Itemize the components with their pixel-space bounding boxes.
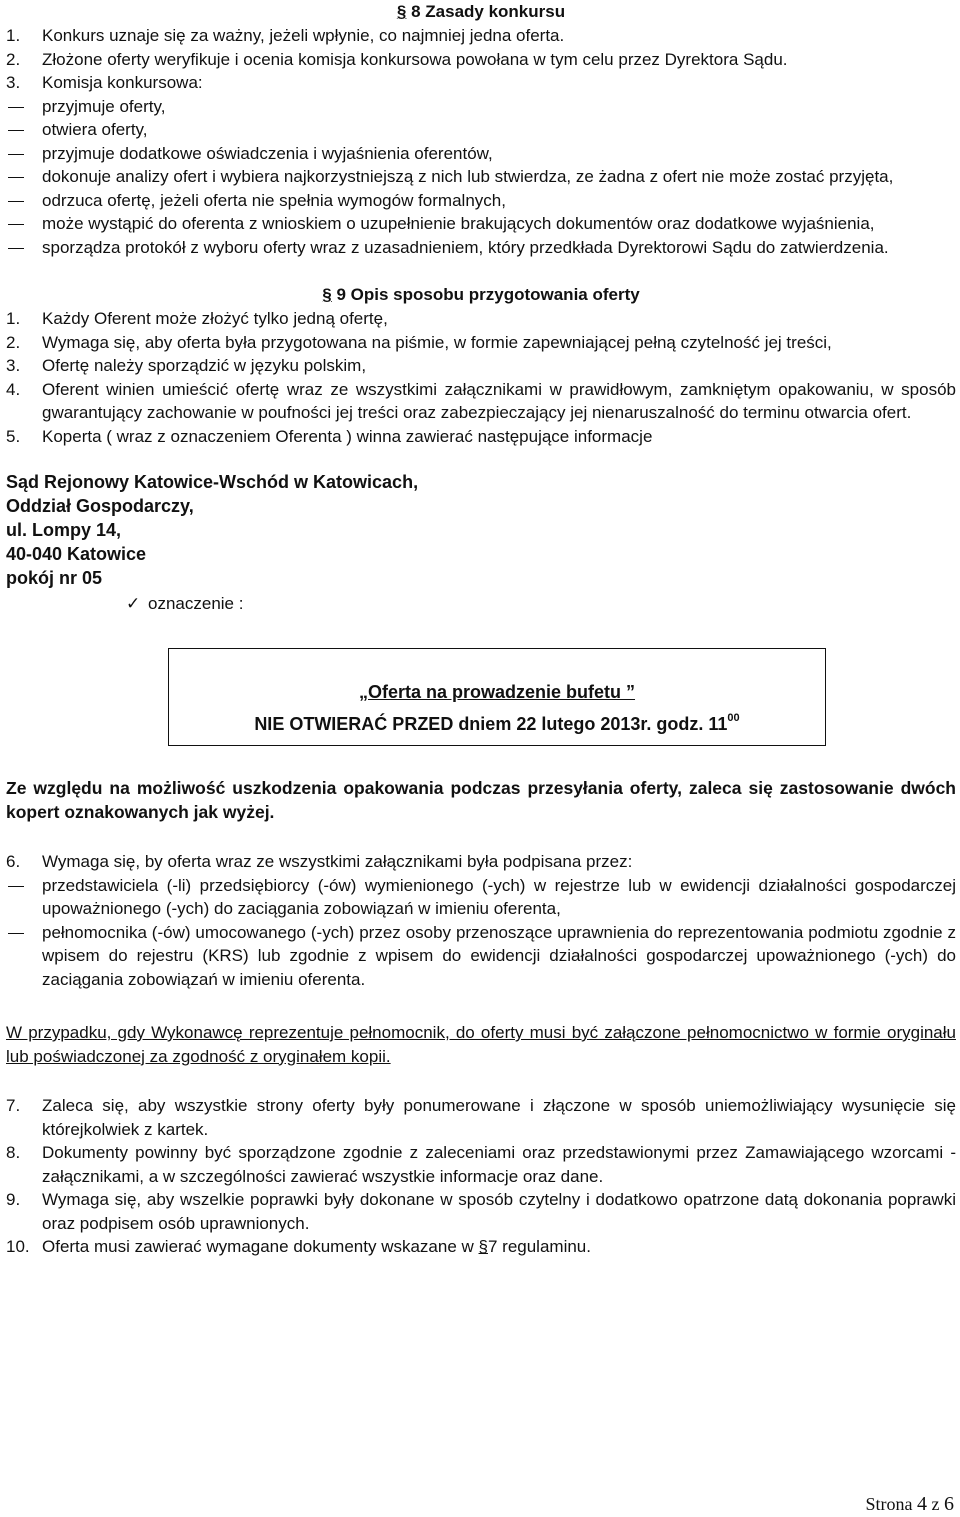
list-item xyxy=(6,354,956,378)
paragraph-sign: § xyxy=(396,2,407,21)
list-item xyxy=(6,1094,956,1141)
item-text: Dokumenty powinny być sporządzone zgodnie z zaleceniami oraz przedstawionymi przez Zamawiającego wzorcami - załącznikami, a w szczególności zawierać wszystkie informacje oraz dane. xyxy=(42,1143,956,1186)
item-number: 1. xyxy=(6,309,21,328)
item-text: Komisja konkursowa: xyxy=(42,73,203,92)
list-item xyxy=(6,24,956,48)
list-item xyxy=(6,1188,956,1235)
section-9-list xyxy=(6,307,956,448)
item-number: 3. xyxy=(6,356,21,375)
address-line: pokój nr 05 xyxy=(6,568,103,588)
section-8-title: 8 Zasady konkursu xyxy=(411,2,566,21)
item-number: 1. xyxy=(6,26,21,45)
current-page: 4 xyxy=(917,1493,927,1515)
paragraph-sign: § xyxy=(478,1237,488,1256)
item-text: Koperta ( wraz z oznaczeniem Oferenta ) winna zawierać następujące informacje xyxy=(42,426,653,446)
section-8-list xyxy=(6,24,956,259)
items-7-10-list xyxy=(6,1094,956,1259)
list-item xyxy=(6,1141,956,1188)
item-number: 3. xyxy=(6,73,21,92)
footer-of: z xyxy=(931,1494,940,1514)
item-number: 10. xyxy=(6,1237,30,1256)
item-text: Złożone oferty weryfikuje i ocenia komisja konkursowa powołana w tym celu przez Dyrektora Sądu. xyxy=(42,49,788,69)
item-number: 6. xyxy=(6,852,21,871)
checkmark-icon: ✓ xyxy=(126,594,141,613)
marking-line xyxy=(126,592,956,616)
document-page xyxy=(6,0,956,1259)
item-text: Ofertę należy sporządzić w języku polskim, xyxy=(42,356,367,375)
item-number: 9. xyxy=(6,1190,21,1209)
item-number: 5. xyxy=(6,426,21,446)
dash-item: odrzuca ofertę, jeżeli oferta nie spełnia wymogów formalnych, xyxy=(6,189,956,213)
deadline-minutes: 00 xyxy=(727,712,740,724)
item-text: Konkurs uznaje się za ważny, jeżeli wpłynie, co najmniej jedna oferta. xyxy=(42,26,565,45)
dash-item: dokonuje analizy ofert i wybiera najkorzystniejszą z nich lub stwierdza, ze żadna z ofert nie może zostać przyjęta, xyxy=(6,165,956,189)
footer-label: Strona xyxy=(865,1494,913,1514)
item-number: 4. xyxy=(6,379,21,399)
envelope-deadline xyxy=(169,705,825,737)
page-footer xyxy=(866,1493,955,1516)
item-number: 2. xyxy=(6,49,21,69)
item-text: Każdy Oferent może złożyć tylko jedną ofertę, xyxy=(42,309,388,328)
address-line: 40-040 Katowice xyxy=(6,544,147,564)
item-number: 8. xyxy=(6,1143,21,1162)
list-item xyxy=(6,425,956,449)
dash-item: otwiera oferty, xyxy=(6,118,956,142)
item-text: Oferent winien umieścić ofertę wraz ze wszystkimi załącznikami w prawidłowym, zamkniętym opakowaniu, w sposób gwarantujący zachowanie w poufności jej treści oraz zabezpieczający jej nienaruszalność do terminu otwarcia ofert. xyxy=(42,379,956,422)
dash-item: sporządza protokół z wyboru oferty wraz z uzasadnieniem, który przedkłada Dyrektorowi Sądu do zatwierdzenia. xyxy=(6,236,956,260)
dash-item: może wystąpić do oferenta z wnioskiem o uzupełnienie brakujących dokumentów oraz dodatkowe wyjaśnienia, xyxy=(6,212,956,236)
envelope-label-box xyxy=(168,648,826,746)
list-item xyxy=(6,307,956,331)
item-text: Wymaga się, aby wszelkie poprawki były dokonane w sposób czytelny i dodatkowo opatrzone datą dokonania poprawki oraz podpisem osób uprawnionych. xyxy=(42,1190,956,1233)
dash-item: przedstawiciela (-li) przedsiębiorcy (-ów) wymienionego (-ych) w rejestrze lub w ewidencji działalności gospodarczej upoważnionego (-ych) do zaciągania zobowiązań w imieniu oferenta, xyxy=(6,874,956,921)
envelope-title: „Oferta na prowadzenie bufetu ” xyxy=(358,682,636,702)
list-item xyxy=(6,48,956,72)
signers-list xyxy=(6,874,956,992)
dash-item: przyjmuje oferty, xyxy=(6,95,956,119)
double-envelope-warning: Ze względu na możliwość uszkodzenia opakowania podczas przesyłania oferty, zaleca się zastosowanie dwóch kopert oznakowanych jak wyżej. xyxy=(6,778,956,822)
address-line: ul. Lompy 14, xyxy=(6,520,122,540)
court-address xyxy=(6,470,956,590)
address-line: Sąd Rejonowy Katowice-Wschód w Katowicach, xyxy=(6,472,419,492)
paragraph-sign: § xyxy=(322,285,332,304)
list-item xyxy=(6,1235,956,1259)
item-text: 7 regulaminu. xyxy=(487,1237,591,1256)
item-text: Zaleca się, aby wszystkie strony oferty były ponumerowane i złączone w sposób uniemożliwiający wysunięcie się którejkolwiek z kartek. xyxy=(42,1096,956,1139)
dash-item: pełnomocnika (-ów) umocowanego (-ych) przez osoby przenoszące uprawnienia do reprezentowania podmiotu zgodnie z wpisem do rejestru (KRS) lub zgodnie z wpisem do ewidencji działalności gospodarczej upoważnionego (-ych) do zaciągania zobowiązań w imieniu oferenta. xyxy=(6,921,956,992)
list-item xyxy=(6,71,956,259)
section-9-title: 9 Opis sposobu przygotowania oferty xyxy=(336,285,640,304)
total-pages: 6 xyxy=(944,1493,954,1515)
address-line: Oddział Gospodarczy, xyxy=(6,496,194,516)
item-text: Wymaga się, aby oferta była przygotowana na piśmie, w formie zapewniającej pełną czytelność jej treści, xyxy=(42,332,832,352)
item-6-list xyxy=(6,850,956,991)
section-8-heading xyxy=(6,0,956,24)
list-item xyxy=(6,850,956,991)
section-9-heading xyxy=(6,283,956,307)
list-item xyxy=(6,331,956,355)
item-text: Wymaga się, by oferta wraz ze wszystkimi załącznikami była podpisana przez: xyxy=(42,852,633,871)
item-number: 2. xyxy=(6,332,21,352)
item-text: Oferta musi zawierać wymagane dokumenty wskazane w xyxy=(42,1237,479,1256)
item-number: 7. xyxy=(6,1096,21,1115)
power-of-attorney-note: W przypadku, gdy Wykonawcę reprezentuje pełnomocnik, do oferty musi być załączone pełnomocnictwo w formie oryginału lub poświadczonej za zgodność z oryginałem kopii. xyxy=(6,1023,956,1066)
deadline-text: NIE OTWIERAĆ PRZED dniem 22 lutego 2013r. godz. 11 xyxy=(254,714,728,734)
commission-tasks-list xyxy=(6,95,956,260)
marking-label: oznaczenie : xyxy=(148,594,244,613)
dash-item: przyjmuje dodatkowe oświadczenia i wyjaśnienia oferentów, xyxy=(6,142,956,166)
list-item xyxy=(6,378,956,425)
